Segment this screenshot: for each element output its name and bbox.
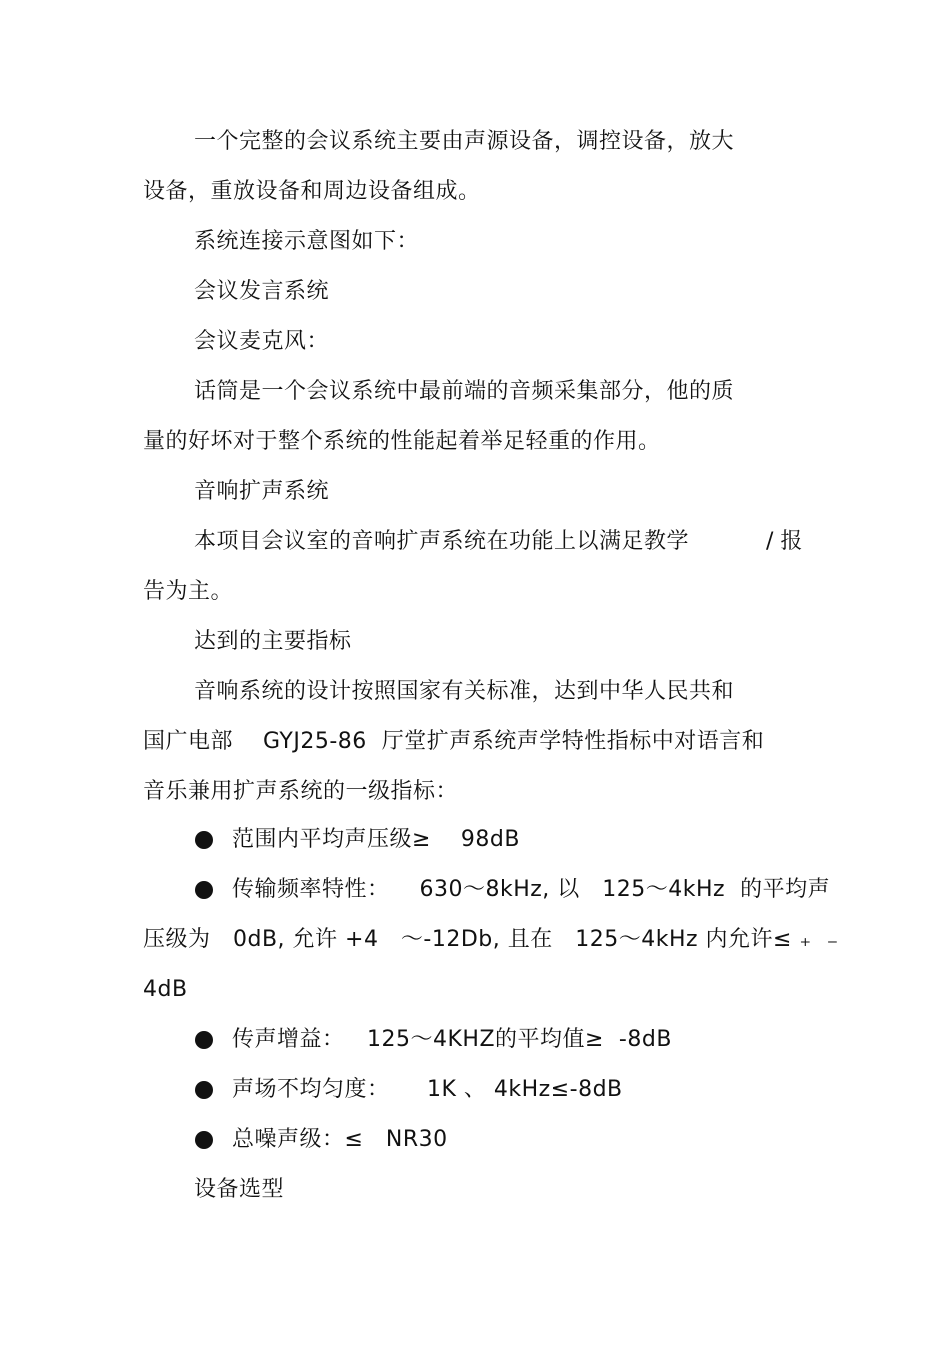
paragraph-standard-line-3: 音乐兼用扩声系统的一级指标： <box>143 779 459 804</box>
heading-conference-microphone: 会议麦克风： <box>194 329 330 354</box>
paragraph-diagram-intro: 系统连接示意图如下： <box>194 229 420 254</box>
heading-sound-reinforcement-system: 音响扩声系统 <box>194 479 330 504</box>
paragraph-intro-line-2: 设备，重放设备和周边设备组成。 <box>143 179 481 204</box>
bullet-frequency-response-line-2: 压级为 0dB, 允许 +4 ～-12Db, 且在 125～4kHz 内允许≤ ₊ ₋ <box>143 927 839 952</box>
paragraph-standard-line-2: 国广电部 GYJ25-86 厅堂扩声系统声学特性指标中对语言和 <box>143 729 765 754</box>
bullet-transmission-gain: 传声增益： 125～4KHZ的平均值≥ -8dB <box>232 1027 672 1052</box>
paragraph-project-line-1b: / 报 <box>766 529 803 554</box>
bullet-dot-icon <box>195 1081 213 1099</box>
bullet-dot-icon <box>195 831 213 849</box>
paragraph-microphone-line-2: 量的好坏对于整个系统的性能起着举足轻重的作用。 <box>143 429 661 454</box>
paragraph-standard-line-1: 音响系统的设计按照国家有关标准，达到中华人民共和 <box>194 679 735 704</box>
bullet-total-noise: 总噪声级：≤ NR30 <box>232 1127 448 1152</box>
paragraph-project-line-1a: 本项目会议室的音响扩声系统在功能上以满足教学 <box>194 529 690 554</box>
paragraph-microphone-line-1: 话筒是一个会议系统中最前端的音频采集部分，他的质 <box>194 379 735 404</box>
bullet-dot-icon <box>195 1131 213 1149</box>
bullet-field-uniformity: 声场不均匀度： 1K 、 4kHz≤-8dB <box>232 1077 623 1102</box>
bullet-frequency-response-line-3: 4dB <box>143 977 188 1002</box>
heading-main-indicators: 达到的主要指标 <box>194 629 352 654</box>
heading-conference-speech-system: 会议发言系统 <box>194 279 330 304</box>
bullet-dot-icon <box>195 1031 213 1049</box>
bullet-dot-icon <box>195 881 213 899</box>
bullet-frequency-response-line-1: 传输频率特性： 630～8kHz, 以 125～4kHz 的平均声 <box>232 877 831 902</box>
paragraph-intro-line-1: 一个完整的会议系统主要由声源设备，调控设备，放大 <box>194 129 735 154</box>
paragraph-project-line-2: 告为主。 <box>143 579 234 604</box>
bullet-avg-spl: 范围内平均声压级≥ 98dB <box>232 827 520 852</box>
heading-equipment-selection: 设备选型 <box>194 1177 285 1202</box>
